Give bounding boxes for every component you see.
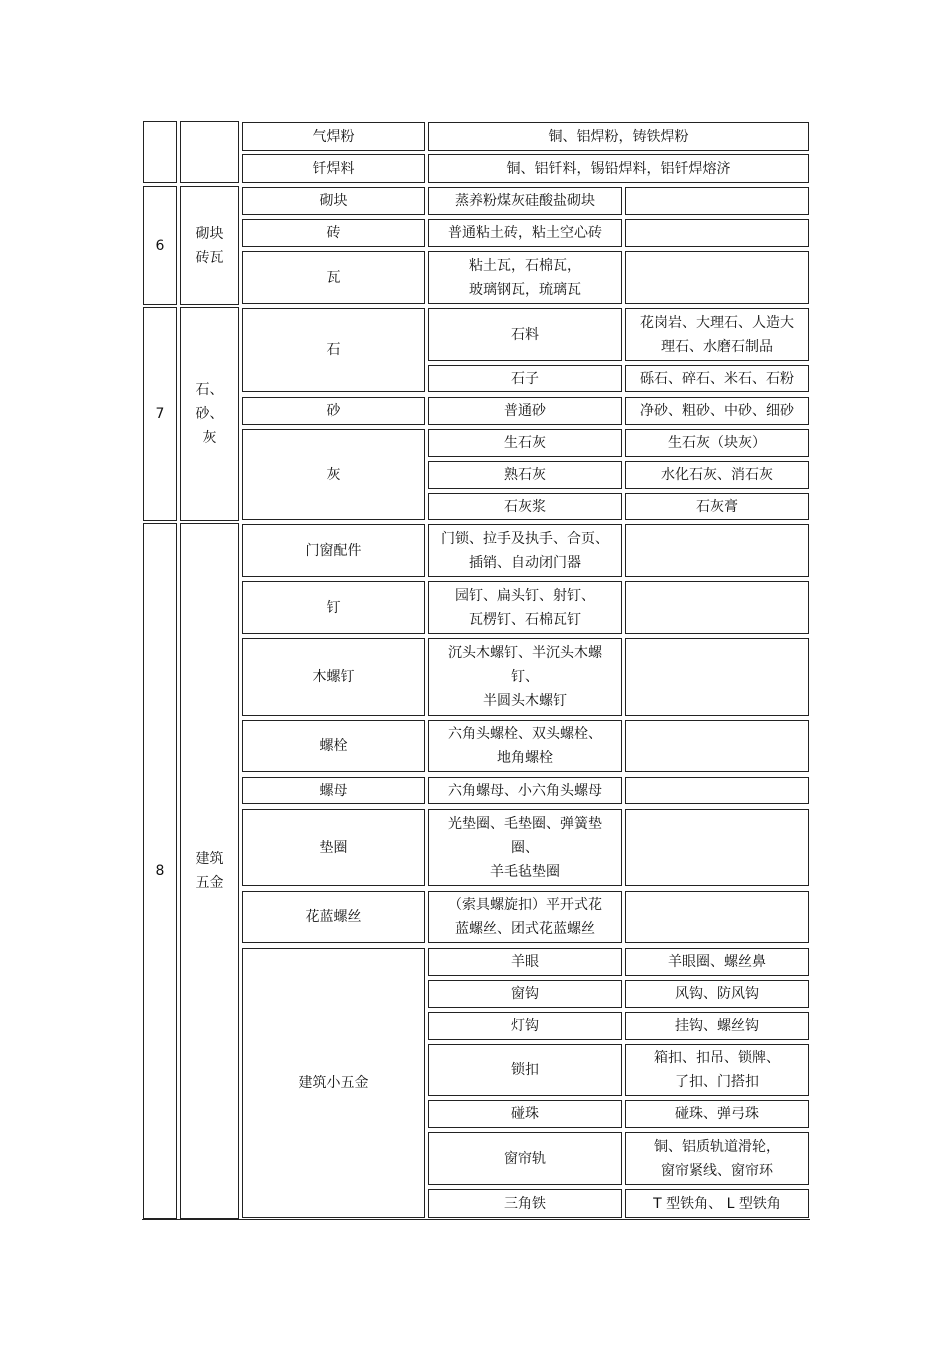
sub-item: [428, 1100, 622, 1128]
sub-item-text: 三角铁: [504, 1195, 546, 1212]
item-desc-text: 门锁、拉手及执手、合页、 插销、自动闭门器: [441, 530, 609, 571]
sub-detail-text: 生石灰（块灰）: [668, 435, 766, 451]
sub-item-text: 窗钩: [511, 986, 539, 1002]
sub-detail: [625, 308, 809, 361]
item-desc-text: 粘土瓦，石棉瓦， 玻璃钢瓦，琉璃瓦: [469, 257, 581, 298]
sub-detail: [625, 1044, 809, 1096]
sub-detail-text: 花岗岩、大理石、人造大 理石、水磨石制品: [640, 314, 794, 355]
sub-item-text: 锁扣: [511, 1062, 539, 1078]
group-partial-category: [180, 121, 239, 183]
group-number: [143, 523, 177, 1219]
item-note: [625, 581, 809, 634]
group-number: [143, 186, 177, 305]
sub-detail: [625, 429, 809, 457]
group-number-text: 6: [155, 237, 165, 254]
sub-item-text: 灯钩: [511, 1018, 539, 1034]
sub-detail-text: T 型铁角、 L 型铁角: [653, 1195, 781, 1212]
group-category-text: 砌块 砖瓦: [195, 225, 224, 266]
sub-item-text: 窗帘轨: [504, 1150, 546, 1167]
item-name: [242, 720, 425, 772]
item-desc: [428, 777, 622, 804]
item-name: [242, 638, 425, 716]
item-name-text: 砖: [326, 225, 341, 241]
item-name-text: 灰: [326, 466, 341, 483]
sub-item: [428, 1132, 622, 1185]
group-number-text: 8: [155, 863, 165, 879]
sub-item: [428, 365, 622, 392]
item-name-text: 螺母: [319, 782, 348, 799]
group-category: [180, 307, 239, 521]
item-note: [625, 891, 809, 943]
sub-detail-text: 铜、铝质轨道滑轮， 窗帘紧线、窗帘环: [654, 1138, 780, 1179]
sub-detail-text: 挂钩、螺丝钩: [675, 1018, 759, 1034]
group-partial-number: [143, 121, 177, 183]
item-desc: [428, 809, 622, 886]
sub-detail: [625, 1189, 809, 1218]
item-name: [242, 891, 425, 943]
item-name: [242, 187, 425, 215]
item-note: [625, 638, 809, 716]
sub-detail: [625, 1012, 809, 1040]
sub-item: [428, 493, 622, 520]
item-name: [242, 429, 425, 520]
item-name-text: 建筑小五金: [298, 1075, 369, 1091]
sub-item-text: 石料: [511, 326, 539, 343]
sub-item-text: 石子: [511, 370, 539, 387]
item-note: [625, 777, 809, 804]
item-desc-text: 普通粘土砖，粘土空心砖: [448, 225, 602, 241]
item-note: [625, 720, 809, 772]
item-name: [242, 524, 425, 577]
sub-item-text: 熟石灰: [504, 467, 546, 483]
sub-detail-text: 水化石灰、消石灰: [661, 467, 773, 483]
item-desc-text: 铜、铝钎料，锡铅焊料，铝钎焊熔济: [506, 160, 731, 177]
sub-item: [428, 461, 622, 489]
item-name-text: 门窗配件: [305, 542, 362, 559]
sub-detail-text: 净砂、粗砂、中砂、细砂: [640, 403, 794, 419]
sub-detail-text: 箱扣、扣吊、锁牌、 了扣、门搭扣: [654, 1050, 780, 1090]
item-desc: [428, 122, 809, 151]
item-desc-text: 铜、铝焊粉，铸铁焊粉: [548, 128, 689, 145]
materials-table: [142, 119, 810, 1219]
item-name-text: 砂: [326, 403, 341, 419]
item-desc: [428, 638, 622, 716]
item-desc: [428, 154, 809, 183]
item-name-text: 花蓝螺丝: [305, 909, 362, 925]
item-name-text: 钉: [326, 599, 341, 616]
item-desc: [428, 891, 622, 943]
sub-item-text: 羊眼: [511, 954, 539, 970]
sub-item-text: 碰珠: [511, 1106, 539, 1122]
item-name: [242, 397, 425, 425]
sub-item: [428, 1189, 622, 1218]
item-desc-text: 蒸养粉煤灰硅酸盐砌块: [455, 193, 595, 209]
item-desc: [428, 581, 622, 634]
item-name: [242, 809, 425, 886]
item-desc-text: 六角螺母、小六角头螺母: [448, 782, 602, 799]
sub-detail-text: 砾石、碎石、米石、石粉: [640, 370, 794, 387]
item-note: [625, 524, 809, 577]
item-name: [242, 308, 425, 392]
item-name-text: 瓦: [326, 269, 341, 286]
sub-detail-text: 碰珠、弹弓珠: [675, 1106, 759, 1122]
item-desc-text: （索具螺旋扣）平开式花 蓝螺丝、团式花蓝螺丝: [448, 897, 602, 937]
item-desc-text: 园钉、扁头钉、射钉、 瓦楞钉、石棉瓦钉: [455, 587, 595, 628]
item-name: [242, 122, 425, 151]
sub-detail: [625, 365, 809, 392]
sub-item-text: 石灰浆: [504, 498, 546, 515]
item-name: [242, 948, 425, 1218]
item-desc-text: 六角头螺栓、双头螺栓、 地角螺栓: [448, 726, 602, 766]
table-bottom-border: [142, 1219, 810, 1220]
sub-detail: [625, 461, 809, 489]
sub-item: [428, 1044, 622, 1096]
item-name-text: 垫圈: [319, 839, 348, 856]
sub-detail-text: 石灰膏: [696, 498, 738, 515]
group-category-text: 建筑 五金: [195, 851, 224, 891]
item-name-text: 气焊粉: [312, 128, 355, 145]
sub-item-text: 普通砂: [504, 403, 546, 419]
item-name: [242, 581, 425, 634]
item-note: [625, 809, 809, 886]
sub-item-text: 生石灰: [504, 435, 546, 451]
item-name-text: 木螺钉: [312, 669, 355, 685]
sub-detail: [625, 493, 809, 520]
sub-item: [428, 980, 622, 1008]
item-desc: [428, 187, 622, 215]
sub-item: [428, 429, 622, 457]
item-note: [625, 219, 809, 247]
item-note: [625, 187, 809, 215]
sub-item: [428, 397, 622, 425]
item-desc: [428, 219, 622, 247]
item-name: [242, 154, 425, 183]
item-name-text: 钎焊料: [312, 160, 355, 177]
group-number-text: 7: [155, 406, 165, 422]
item-name-text: 石: [326, 342, 341, 358]
item-desc: [428, 524, 622, 577]
sub-item: [428, 308, 622, 361]
item-name-text: 砌块: [319, 193, 348, 209]
sub-item: [428, 948, 622, 976]
item-name: [242, 219, 425, 247]
item-desc-text: 光垫圈、毛垫圈、弹簧垫 圈、 羊毛毡垫圈: [448, 815, 602, 880]
item-note: [625, 251, 809, 304]
group-category: [180, 186, 239, 305]
group-number: [143, 307, 177, 521]
item-name: [242, 251, 425, 304]
sub-detail: [625, 397, 809, 425]
item-name-text: 螺栓: [319, 738, 348, 754]
sub-detail: [625, 1132, 809, 1185]
sub-detail-text: 风钩、防风钩: [675, 986, 759, 1002]
sub-detail: [625, 980, 809, 1008]
group-category-text: 石、砂、 灰: [195, 382, 224, 446]
group-category: [180, 523, 239, 1219]
sub-item: [428, 1012, 622, 1040]
sub-detail: [625, 1100, 809, 1128]
item-name: [242, 777, 425, 804]
sub-detail-text: 羊眼圈、螺丝鼻: [668, 954, 766, 970]
item-desc-text: 沉头木螺钉、半沉头木螺 钉、 半圆头木螺钉: [448, 645, 602, 709]
item-desc: [428, 720, 622, 772]
sub-detail: [625, 948, 809, 976]
item-desc: [428, 251, 622, 304]
